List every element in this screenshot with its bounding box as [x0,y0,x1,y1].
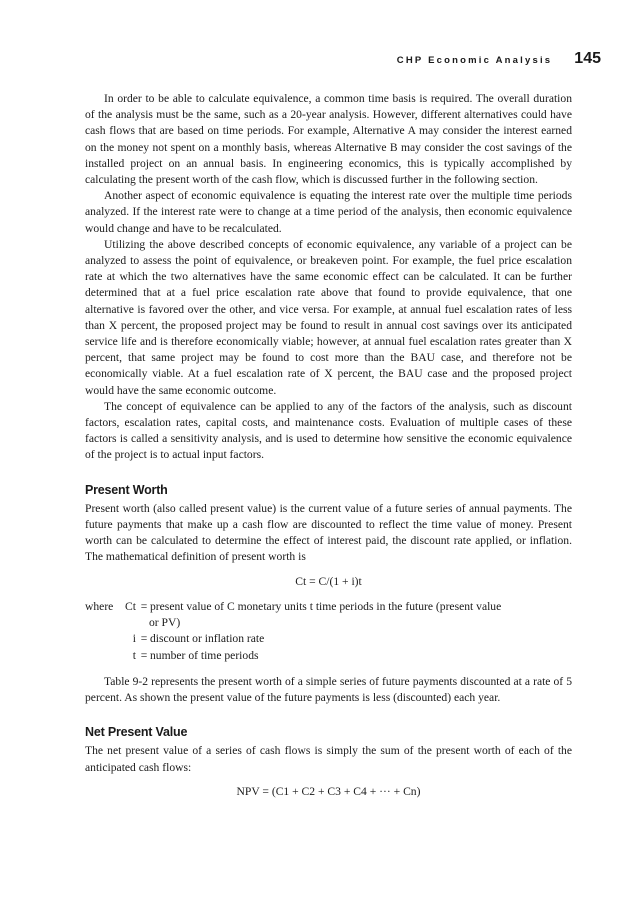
definition-row: t = number of time periods [85,648,572,664]
present-worth-heading: Present Worth [85,482,168,497]
definition-symbol: t [132,648,136,662]
running-header [397,50,601,68]
definition-text: discount or inflation rate [150,632,265,646]
variable-definitions [85,599,572,664]
net-present-value-heading: Net Present Value [85,725,188,740]
definition-symbol: Ct [125,599,136,613]
definition-continuation: or PV) [149,616,181,630]
present-worth-equation: Ct = C/(1 + i)t [295,574,362,588]
definition-row: where Ct = present value of C monetary units t time periods in the future (present value [85,599,572,615]
running-title: CHP Economic Analysis [396,55,553,66]
definition-symbol: i [132,632,136,646]
present-worth-paragraph-2: Table 9-2 represents the present worth of a simple series of future payments discounted at a rate of 5 percent. As shown the present value of the future payments is less (discounted) each year. [85,674,572,704]
intro-paragraph-1: In order to be able to calculate equivalence, a common time basis is required. The overall duration of the analysis must be the same, such as a 20-year analysis. However, different alternatives could have cash flows that are based on time periods. For example, Alternative A may consider the interest earned on the money not spent on a monthly basis, whereas Alternative B may consider the cost savings of the installed project on an annual basis. In engineering economics, this is typically accomplished by calculating the present worth of the cash flow, which is discussed further in the following section. [85,92,572,187]
npv-equation: NPV = (C1 + C2 + C3 + C4 + ··· + Cn) [236,784,421,798]
definition-row: i = discount or inflation rate [85,631,572,647]
definition-text: present value of C monetary units t time periods in the future (present value [150,599,502,613]
present-worth-paragraph-1: Present worth (also called present value) is the current value of a future series of annual payments. The future payments that make up a cash flow are discounted to reflect the time value of money. Present worth can be calculated to determine the effect of interest paid, the discount rate applied, or inflation. The mathematical definition of present worth is [85,501,572,564]
npv-paragraph-1: The net present value of a series of cash flows is simply the sum of the present worth of each of the anticipated cash flows: [85,744,572,774]
intro-paragraph-2: Another aspect of economic equivalence is equating the interest rate over the multiple time periods analyzed. If the interest rate were to change at a time period of the analysis, then economic equivalence would change and have to be recalculated. [85,189,572,235]
definition-text: number of time periods [150,648,259,662]
intro-paragraph-3: Utilizing the above described concepts of economic equivalence, any variable of a project can be analyzed to assess the point of equivalence, or breakeven point. For example, the fuel price escalation rate at which the two alternatives have the same economic effect can be calculated. It can be further determined that at a fuel price escalation rate above that found to provide equivalence, that one alternative is favored over the other, and vice versa. For example, at annual fuel escalation rates of less than X percent, the proposed project may be found to result in annual cost savings over its anticipated service life and is therefore economically viable; however, at annual fuel escalation rates greater than X percent, that same project may be found to cost more than the BAU case, and therefore not be economically viable. At a fuel escalation rate of X percent, the BAU case and the proposed project would have the same economic outcome. [85,237,572,397]
where-label: where [85,599,114,613]
body-text [85,91,572,809]
intro-paragraph-4: The concept of equivalence can be applied to any of the factors of the analysis, such as discount factors, escalation rates, capital costs, and maintenance costs. Evaluation of multiple cases of these factors is called a sensitivity analysis, and is used to determine how sensitive the economic equivalence of the project is to actual input factors. [85,399,572,462]
page-number: 145 [574,50,601,67]
